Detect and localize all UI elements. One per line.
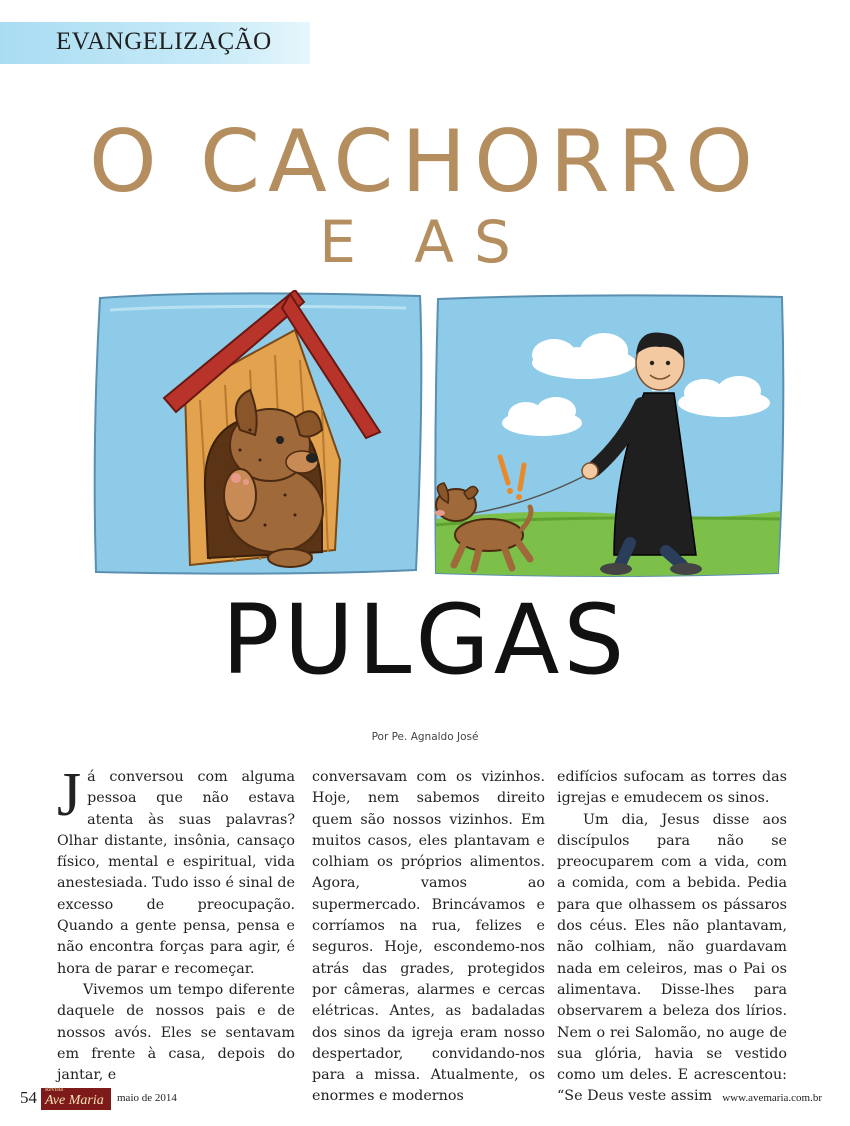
page-number: 54 — [20, 1088, 37, 1107]
illustration-priest-walking-dog — [434, 293, 786, 579]
illustration-dog-doghouse — [90, 290, 426, 580]
title-line-3: PULGAS — [221, 584, 629, 696]
article-paragraph — [57, 761, 295, 980]
magazine-logo-name: Ave Maria — [45, 1093, 104, 1108]
magazine-logo-small: Revista — [45, 1087, 63, 1093]
website-link[interactable]: www.avemaria.com.br — [722, 1092, 822, 1104]
page-footer — [0, 1085, 850, 1111]
section-tag — [0, 22, 310, 64]
article-column-3 — [557, 767, 787, 1108]
article-paragraph: conversavam com os vizinhos. Hoje, nem sabemos direito quem são nossos vizinhos. Em muitos casos, eles plantavam e colhiam os próprios alimentos. Agora, vamos ao supermercado. Brincávamos e corríamos na rua, felizes e seguros. Hoje, escondemo-nos atrás das grades, protegidos por câmeras, alarmes e cercas elétricas. Antes, as badaladas dos sinos da igreja eram nosso despertador, convidando-nos para a missa. Atualmente, os enormes e modernos — [312, 769, 545, 1105]
article-paragraph: Vivemos um tempo diferente daquele de nossos pais e de nossos avós. Eles se sentavam em frente à casa, depois do jantar, e — [57, 981, 295, 1084]
byline: Por Pe. Agnaldo José — [371, 731, 479, 743]
article-paragraph: Um dia, Jesus disse aos discípulos para não se preocuparem com a vida, com a comida, com a bebida. Pedia para que olhassem os pássaros dos céus. Eles não plantavam, não colhiam, não guardavam nada em celeiros, mas o Pai os alimentava. Disse-lhes para observarem a beleza dos lírios. Nem o rei Salomão, no auge de sua glória, havia se vestido como um deles. E acrescentou: “Se Deus veste assim — [557, 811, 787, 1105]
paragraph-text: á conversou com alguma pessoa que não estava atenta às suas palavras? Olhar distante, insônia, cansaço físico, mental e espiritual, vida anestesiada. Tudo isso é sinal de excesso de preocupação. Quando a gente pensa, pensa e não encontra forças para agir, é hora de parar e recomeçar. — [57, 769, 295, 977]
issue-date: maio de 2014 — [117, 1092, 177, 1104]
section-label: EVANGELIZAÇÃO — [56, 28, 272, 55]
article-column-2 — [312, 767, 545, 1108]
title-line-2: E AS — [319, 208, 531, 276]
title-line-1: O CACHORRO — [88, 112, 761, 212]
drop-cap: J — [57, 761, 82, 829]
article-column-1 — [57, 761, 295, 1086]
magazine-logo — [41, 1088, 111, 1110]
article-paragraph: edifícios sufocam as torres das igrejas e emudecem os sinos. — [557, 769, 787, 807]
